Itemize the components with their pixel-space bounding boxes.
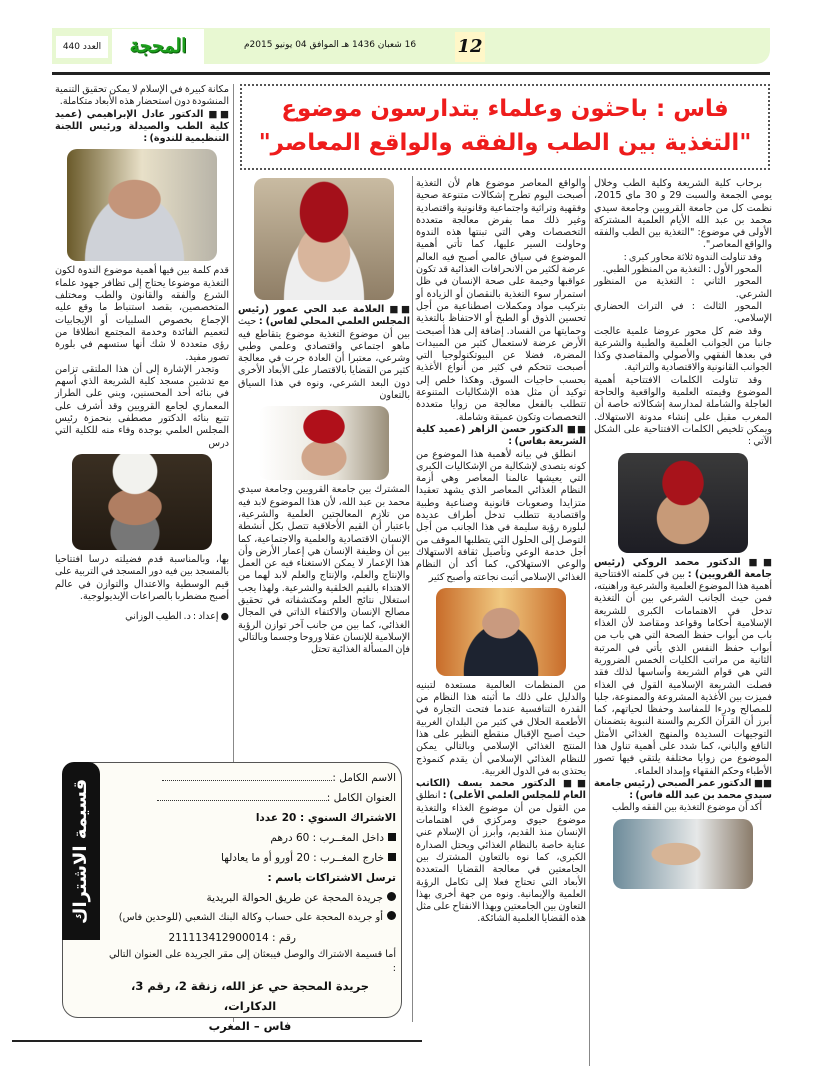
newspaper-logo: المحجة xyxy=(112,29,204,64)
paragraph: والواقع المعاصر موضوع هام لأن التغذية أصبحت اليوم تطرح إشكالات متنوعة صحية وفقهية وتراثية واجتماعية وقانونية واقتصادية وغير ذلك مما يفرض معالجة متعددة التخصصات وهي التي تبنتها هذه الندوة وحاولت السير عليها، كما تأتي أهمية الموضوع في سياق عالمي أصبح فيه العالم عرضة لكثير من الانحرافات الغذائية قد تكون عواقبها وخيمة على صحة الإنسان في ظل استمرار سوء التغذية بالنقصان أو الزيادة أو بتركيب مواد ومكملات اصطناعية من أجل تحسين الذوق أو الطبخ أو الاحتفاظ بالتغذية وحمايتها من الفساد. إضافة إلى هذا أصبحت الأرض عرضة لاستعمال كثير من المبيدات المضرة، فضلا عن البيوتكنولوجيا التي أصبحت تتحكم في كثير من أنواع الأغذية بحسب حاجيات السوق. وهكذا خلص إلى توكيد أن مثل هذه الإشكاليات المتنوعة تتطلب بالفعل معالجة من زوايا متعددة التخصصات وتكون عميقة وشاملة. xyxy=(416,178,586,423)
issue-date: 16 شعبان 1436 هـ الموافق 04 يونيو 2015م xyxy=(243,40,417,50)
speaker-name: ■■ الدكتور عمر الصبحي (رئيس جامعة سيدي محمد بن عبد الله فاس) : xyxy=(594,777,772,802)
column-text xyxy=(594,557,772,815)
speaker-photo-benhamza xyxy=(72,454,212,550)
column-text xyxy=(55,84,229,145)
column-text xyxy=(238,484,410,656)
speaker-name: ■■ الدكتور عادل الإبراهيمي (عميد كلية الطب والصيدلة ورئيس اللجنة التنظيمية للندوة) : xyxy=(55,108,229,145)
round-bullet-icon xyxy=(387,911,396,920)
column-divider xyxy=(412,176,413,1022)
paragraph: برحاب كلية الشريعة وكلية الطب وخلال يومي الجمعة والسبت 29 و 30 ماي 2015، نظمت كل من جامعة القرويين وجامعة سيدي محمد بن عبد الله الأيام العلمية المشتركة الأولى في موضوع: "التغذية بين الطب والفقه والواقع المعاصر". xyxy=(594,178,773,251)
mailing-note: أما قسيمة الاشتراك والوصل فيبعثان إلى مقر الجريدة على العنوان التالي : xyxy=(108,949,396,974)
speaker-photo-sobhi xyxy=(613,819,753,889)
footer-rule xyxy=(12,1040,422,1042)
paragraph: بها، وبالمناسبة قدم فضيلته درسا افتتاحيا بالمسجد بين فيه دور المسجد في التربية على قيم الوسطية والاعتدال والتوازن في عالم أصبح مضطربا بالصراعات الإيديولوجية. xyxy=(55,553,229,602)
price-outside: خارج المغــرب : 20 أورو أو ما يعادلها xyxy=(221,852,384,864)
column-text xyxy=(55,265,229,449)
account-number: رقم : 211113412900014 xyxy=(168,932,296,944)
column-divider xyxy=(589,176,590,1066)
speaker-name: ■■ الدكتور حسن الزاهر (عميد كلية الشريعة بفاس) : xyxy=(416,423,586,448)
paragraph: المشترك بين جامعة القرويين وجامعة سيدي محمد بن عبد الله، لأن هذا الموضوع لابد فيه من تلازم المعالجتين العلمية والشرعية، باعتبار أن القيم الأخلاقية تتصل بكل أنشطة الإنسان الاقتصادية والعلمية والاجتماعية، كما بين أن وظيفة الإنسان هي إعمار الأرض وأن هذا الإعمار لا يمكن الاستغناء فيه عن العمل والإنتاج والعلم، والإنتاج والعلم لابد لهما من الاهتداء بالقيم الخلقية والشرعية. ولهذا يجب استغلال نتائج العلم ومكتشفاته في تحقيق مصالح الإنسان والاكتفاء الذاتي في المجال الغذائي، كما بين من جانب آخر توازن الرؤية الإسلامية للإنسان عقلا وروحا وجسما وبالتالي فإن المسألة الغذائية تحتل xyxy=(238,484,410,656)
name-label: الاسم الكامل : xyxy=(332,772,396,784)
article-column-4 xyxy=(55,84,229,623)
speaker-name: ■■ الدكتور محمد يسف (الكاتب العام للمجلس العلمي الأعلى) : xyxy=(416,778,586,802)
article-column-3 xyxy=(238,178,410,657)
paragraph: انطلق في بيانه لأهمية هذا الموضوع من كونه يتصدى لإشكالية من الإشكاليات الكبرى التي يعيشها عالمنا المعاصر وهي أزمة النظام الغذائي المعاصر الذي يشهد تعقيدا متزايدا وصعوبات قانونية وصناعية وطبية واقتصادية تتطلب تدخل أطراف عديدة لبلورة رؤية سليمة في هذا الجانب من أجل التوصل إلى الحلول التي يتطلبها الموقف من أجل خدمة الوعي وتأصيل ثقافة الاستهلاك والوعي الاستهلاكي، كما أكد أن النظام الغذائي الإسلامي أثبت نجاعته وأصبح كثير xyxy=(416,448,586,583)
price-inside: داخل المغــرب : 60 درهم xyxy=(270,832,384,844)
speaker-photo-rouki xyxy=(618,453,748,553)
payment-option-2: أو جريدة المحجة على حساب وكالة البنك الشعبي (للوحدين فاس) xyxy=(118,912,383,923)
author-credit: ● إعداد : د. الطيب الوزاني xyxy=(125,611,229,623)
address-label: العنوان الكامل : xyxy=(326,792,396,804)
round-bullet-icon xyxy=(387,892,396,901)
paragraph: قدم كلمة بين فيها أهمية موضوع الندوة لكون التغذية موضوعا يحتاج إلى تظافر جهود علماء الشرع والفقه والقانون والطب ومختلف المتخصصين، بقصد استنباط ما وقع عليه الإجماع بخصوص السلبيات أو الإيجابيات لتعميم الفائدة وخدمة المجتمع انطلاقا من رؤى متعددة لا شك أنها ستسهم في بلورة تصور مفيد. xyxy=(55,265,229,363)
column-text xyxy=(55,554,229,623)
subscription-content xyxy=(104,768,396,1036)
header-rule xyxy=(52,72,770,75)
paragraph: وقد تناولت الكلمات الافتتاحية أهمية الموضوع وقيمته العلمية والواقعية والحاجة العاجلة والشاملة لمدارسة إشكالاته خاصة أن المغرب مقبل على إنشاء مدونة الاستهلاك. ويمكن تلخيص الكلمات الافتتاحية على الشكل الآتي : xyxy=(594,374,772,448)
headline xyxy=(245,92,765,160)
issue-number: العدد 440 xyxy=(56,36,108,58)
paragraph: وقد ضم كل محور عروضا علمية عالجت جانبا من الجوانب العلمية والطبية والشرعية في بعدها الفقهي والأصولي والمقاصدي وكذا الجوانب القانونية والاقتصادية والتراثية. xyxy=(594,325,772,374)
paragraph: المحور الثالث : في التراث الحضاري الإسلامي. xyxy=(594,300,772,325)
annual-subscription: الاشتراك السنوي : 20 عددا xyxy=(255,812,396,824)
article-column-2 xyxy=(416,178,586,926)
speaker-name: ■■ الدكتور محمد الروكي (رئيس جامعة القرويين) : xyxy=(594,556,772,580)
address-field[interactable] xyxy=(157,791,327,801)
article-column-1 xyxy=(594,178,772,889)
square-bullet-icon xyxy=(388,833,396,841)
mailing-address-1: جريدة المحجة حي عز الله، زنقة 2، رقم 3، الدكارات، xyxy=(130,979,370,1013)
paragraph: انطلق من القول من أن موضوع الغذاء والتغذية موضوع حيوي ومركزي في اهتمامات الإنسان منذ القديم، وأبرز أن الإسلام عني عناية خاصة بالنظام الغذائي ويحتل الصدارة الكبرى، كما نوه بالتعاون المشترك بين الجامعتين في معالجة القضايا المتعددة الأبعاد التي تحتاج فعلا إلى تكامل الرؤية العلمية والإيمانية. ونوه من جهة أخرى بهذا التعاون بين الجامعتين وبهذا الانفتاح على مثل هذه القضايا العلمية الشائكة. xyxy=(416,790,586,925)
square-bullet-icon xyxy=(388,853,396,861)
paragraph: من المنظمات العالمية مستعدة لتبنيه والدليل على ذلك ما أثبته هذا النظام من القدرة التنافسية عندما فتحت التجارة في الأطعمة الحلال في كثير من البلدان الغربية حيث أصبح الإقبال منقطع النظير على هذا المنتج الغذائي الإسلامي وبالتالي يمكن للنظام الغذائي الإسلامي أن يقدم كنموذج يحتذى به في الدول الغربية. xyxy=(416,679,586,777)
paragraph: أكد أن موضوع التغذية بين الفقه والطب xyxy=(612,802,762,814)
page-number: 12 xyxy=(455,32,485,62)
speaker-photo-amour xyxy=(254,178,394,300)
subscription-tab: قسيمة الاشتراك xyxy=(62,762,100,940)
speaker-photo-yessef xyxy=(259,406,389,480)
speaker-photo-ibrahimi xyxy=(67,149,217,261)
payment-option-1: جريدة المحجة عن طريق الحوالة البريدية xyxy=(206,892,383,904)
headline-line-1: فاس : باحثون وعلماء يتدارسون موضوع xyxy=(281,96,729,122)
paragraph: مكانة كبيرة في الإسلام لا يمكن تحقيق التنمية المنشودة دون استحضار هذه الأبعاد متكاملة. xyxy=(55,84,229,108)
speaker-name: ■■ العلامة عبد الحي عمور (رئيس المجلس العلمي المحلي لفاس) : xyxy=(238,304,410,328)
paragraph: المحور الأول : التغذية من المنظور الطبي. xyxy=(602,264,762,276)
column-text xyxy=(594,178,772,449)
paragraph: بين في كلمته الافتتاحية أهمية هذا الموضوع العلمية والشرعية وراهنيته، فمن حيث الجانب الشرعي بين أن التغذية تدخل في الاهتمامات الكبرى للشريعة الإسلامية أحكاما وقواعد ومقاصد لأن الغذاء باب من أبواب حفظ الصحة التي هي باب من أبواب حفظ النفس الذي يأتي في المرتبة الثانية من مراتب الكليات الخمس الضرورية التي هي قوام الشريعة وأساسها لذلك فقد فصلت الشريعة الإسلامية القول في الغذاء فميزت بين الأغذية المشروعة والممنوعة، جلبا للمصالح ودرءا للمفاسد وحفظا لحياتهم، كما أبرز أن القرآن الكريم والسنة النبوية يتضمنان التوجيهات السديدة والمنهج الغذائي الأمثل النافع والباني، كما شدد على أهمية تناول هذا الموضوع من زوايا مختلفة يلتقي فيها تصور الأطباء وحكم الفقهاء وإمداد العلماء. xyxy=(594,568,772,777)
paragraph: وقد تناولت الندوة ثلاثة محاور كبرى : xyxy=(623,251,762,263)
headline-line-2: "التغذية بين الطب والفقه والواقع المعاصر" xyxy=(258,130,752,156)
name-field[interactable] xyxy=(162,771,332,781)
column-text xyxy=(416,680,586,926)
paragraph: حيث بين أن موضوع التغذية موضوع يتقاطع فيه ماهو اجتماعي واقتصادي وعلمي وطبي وشرعي، معتبرا أن العادة جرت في معالجة كثير من القضايا بالاقتصار على الأبعاد الأخرى دون البعد الشرعي، ونوه في هذا السياق بالتعاون xyxy=(238,316,410,402)
speaker-photo-zaher xyxy=(436,588,566,676)
paragraph: المحور الثاني : التغذية من المنظور الشرعي. xyxy=(594,276,772,300)
column-text xyxy=(238,304,410,402)
send-to-label: ترسل الاشتراكات باسم : xyxy=(267,872,396,884)
paragraph: وتجدر الإشارة إلى أن هذا الملتقى تزامن مع تدشين مسجد كلية الشريعة الذي أسهم في بنائه أحد المحسنين، وبني على الطراز المعماري لجامع القرويين وقد أشرف على تتبع بنائه الدكتور مصطفى بنحمزة رئيس المجلس العلمي بوجدة وفاء منه للكلية التي درس xyxy=(55,363,229,449)
column-text xyxy=(416,178,586,584)
mailing-address-2: فاس – المغرب xyxy=(208,1019,292,1033)
